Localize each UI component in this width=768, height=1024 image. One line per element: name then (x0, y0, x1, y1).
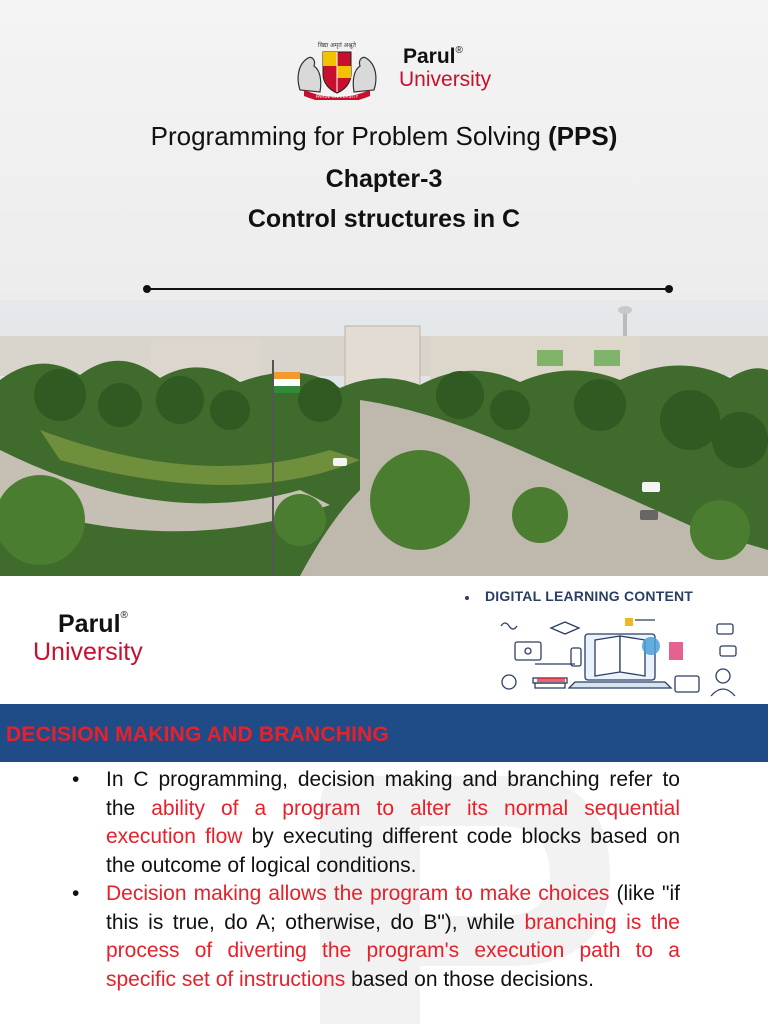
university-logo (290, 40, 490, 102)
crest-seal-text: PARUL UNIVERSITY (315, 95, 359, 100)
divider-line (147, 288, 669, 290)
campus-photo (0, 300, 768, 576)
bullet-text: In C programming, decision making and branching refer to the (106, 768, 680, 820)
bullet-highlight: ability of a program to alter its normal sequential execution flow (106, 796, 680, 848)
course-abbr: (PPS) (548, 121, 618, 151)
logo-name-university: University (33, 638, 143, 666)
chapter-heading: Chapter-3 (325, 165, 443, 193)
bullet-list (70, 766, 680, 994)
content-slide (0, 576, 768, 1024)
bullet-text: (like "if this is true, do A; otherwise, do B"), while (106, 882, 680, 934)
section-banner (0, 704, 768, 762)
section-title: DECISION MAKING AND BRANCHING (6, 723, 390, 746)
bullet-text: by executing different code blocks based on the outcome of logical conditions. (106, 825, 680, 877)
course-name: Programming for Problem Solving (150, 121, 541, 151)
logo-name-parul: Parul® (403, 45, 463, 68)
dlc-dot-icon (465, 596, 469, 600)
bullet-item (70, 880, 680, 994)
registered-mark: ® (120, 610, 128, 621)
logo-name-parul: Parul® (58, 610, 128, 638)
crest-motto: विद्या अमृतं अश्नुते (318, 42, 356, 49)
digital-learning-badge (455, 584, 745, 704)
course-title (0, 121, 768, 152)
digital-learning-title: DIGITAL LEARNING CONTENT (485, 588, 694, 604)
logo-name-university: University (399, 68, 492, 91)
crest-emblem-icon (290, 40, 384, 100)
bullet-highlight: Decision making allows the program to make choices (106, 882, 610, 905)
topic-heading: Control structures in C (247, 205, 521, 233)
bullet-text: based on those decisions. (345, 967, 594, 991)
bullet-marker: • (72, 882, 80, 905)
e-learning-illustration-icon (475, 612, 740, 704)
registered-mark: ® (455, 45, 463, 56)
bullet-item (70, 766, 680, 880)
university-logo (33, 608, 193, 678)
bullet-marker: • (72, 768, 80, 791)
bullet-highlight: branching is the process of diverting the program's execution path to a specific set of instructions (106, 910, 680, 991)
